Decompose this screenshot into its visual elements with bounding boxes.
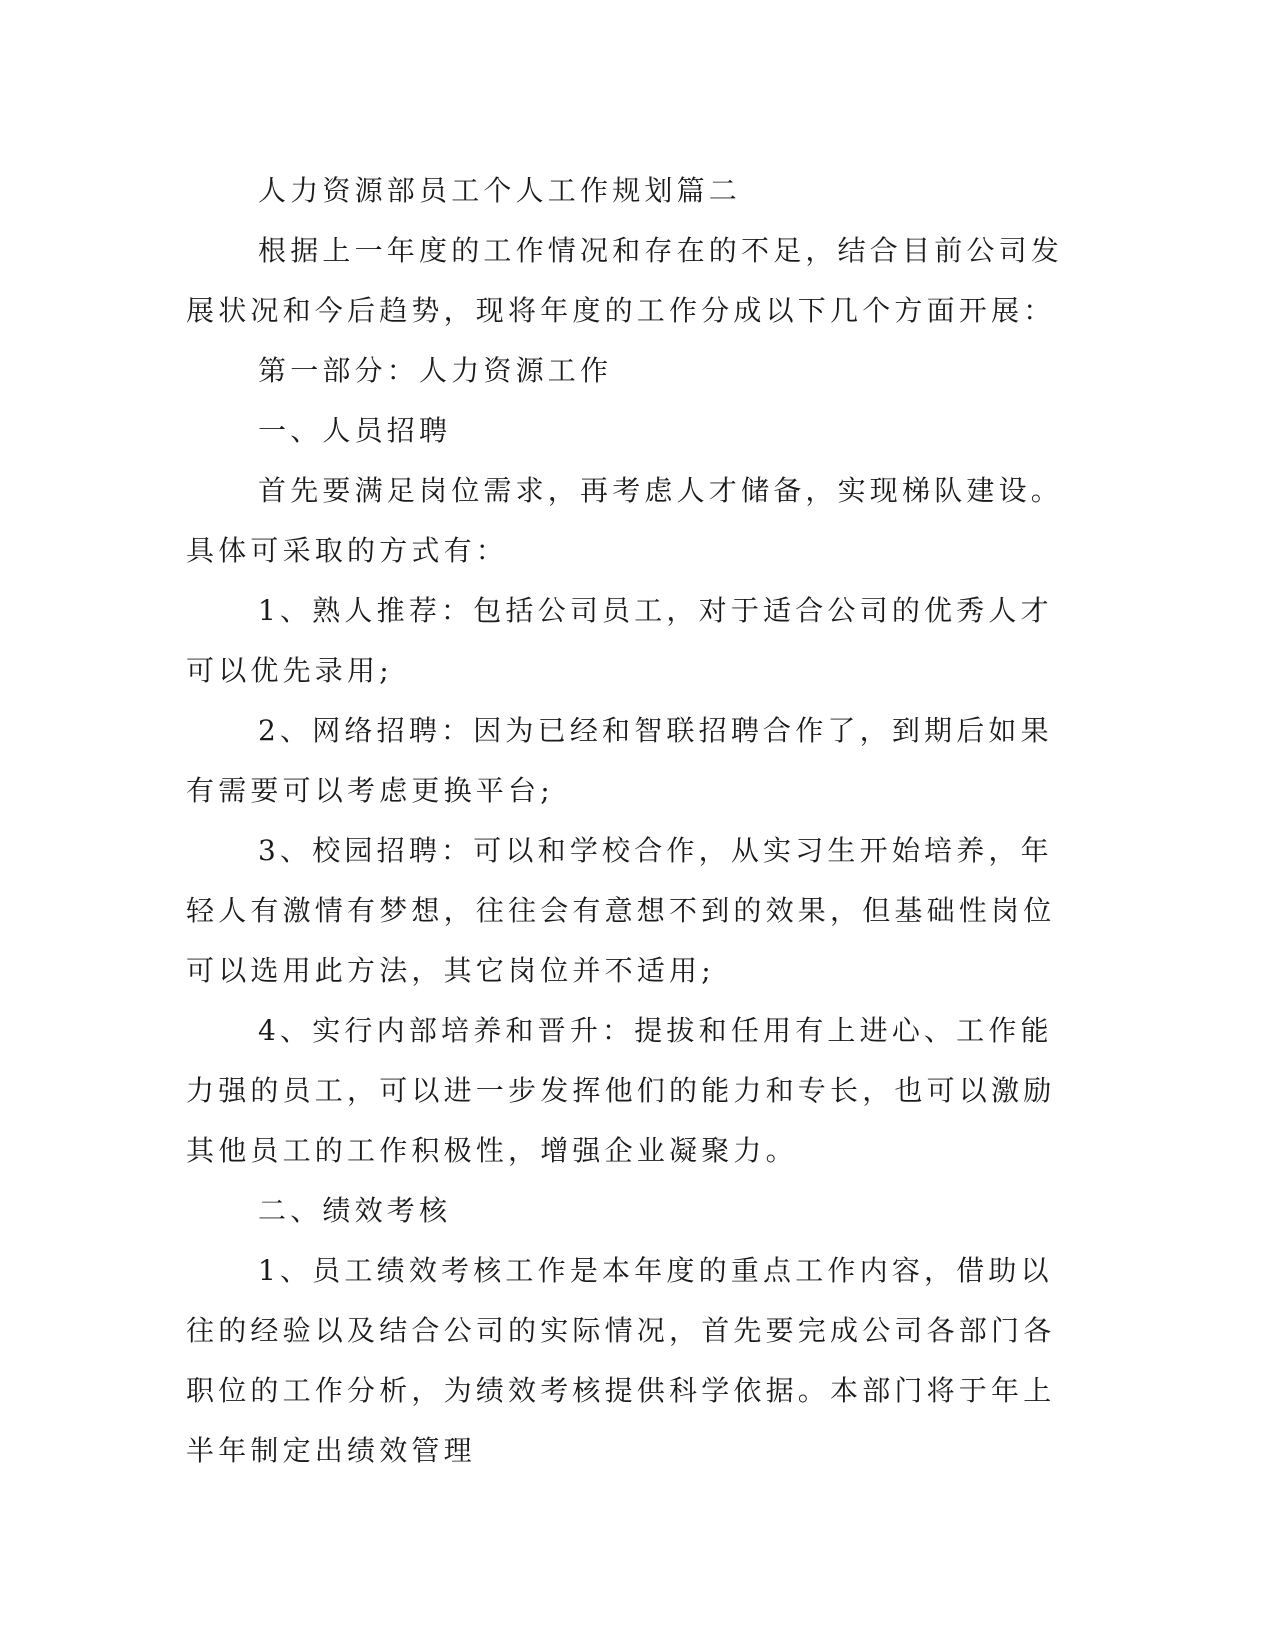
- paragraph-recruitment-intro: 首先要满足岗位需求，再考虑人才储备，实现梯队建设。具体可采取的方式有：: [186, 474, 1064, 567]
- list-item-campus-recruitment: 3、校园招聘：可以和学校合作，从实习生开始培养，年轻人有激情有梦想，往往会有意想不到的效果，但基础性岗位可以选用此方法，其它岗位并不适用;: [186, 834, 1056, 987]
- list-item-performance-review: 1、员工绩效考核工作是本年度的重点工作内容，借助以往的经验以及结合公司的实际情况，首先要完成公司各部门各职位的工作分析，为绩效考核提供科学依据。本部门将于年上半年制定出绩效管理: [186, 1254, 1056, 1467]
- section-heading-part-one: 第一部分：人力资源工作: [258, 354, 613, 387]
- list-item-referral: 1、熟人推荐：包括公司员工，对于适合公司的优秀人才可以优先录用;: [186, 594, 1053, 687]
- document-body: [186, 161, 1066, 1481]
- subsection-heading-performance: 二、绩效考核: [258, 1194, 452, 1227]
- document-title: 人力资源部员工个人工作规划篇二: [258, 174, 742, 207]
- subsection-heading-recruitment: 一、人员招聘: [258, 414, 452, 447]
- list-item-online-recruitment: 2、网络招聘：因为已经和智联招聘合作了，到期后如果有需要可以考虑更换平台;: [186, 714, 1053, 807]
- paragraph-intro: 根据上一年度的工作情况和存在的不足，结合目前公司发展状况和今后趋势，现将年度的工作分成以下几个方面开展：: [186, 234, 1064, 327]
- list-item-internal-promotion: 4、实行内部培养和晋升：提拔和任用有上进心、工作能力强的员工，可以进一步发挥他们的能力和专长，也可以激励其他员工的工作积极性，增强企业凝聚力。: [186, 1014, 1056, 1167]
